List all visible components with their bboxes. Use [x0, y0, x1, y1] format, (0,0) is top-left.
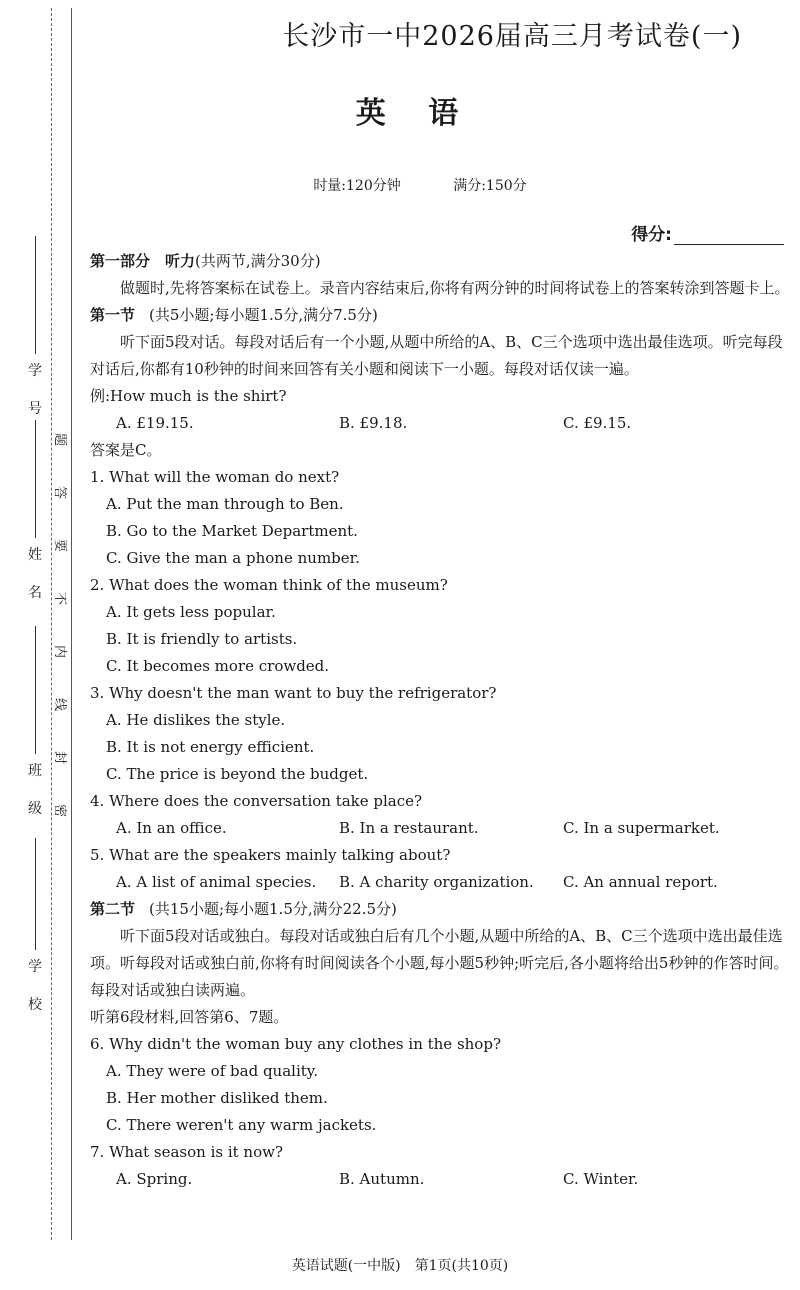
- subject-title: 英 语: [355, 96, 475, 131]
- q1-option-c: C. Give the man a phone number.: [106, 549, 360, 567]
- exam-content: [90, 248, 790, 1193]
- name-field[interactable]: 姓 名: [18, 420, 52, 604]
- q1-option-a: A. Put the man through to Ben.: [106, 495, 344, 513]
- q2-option-a: A. It gets less popular.: [106, 603, 276, 621]
- score-blank[interactable]: [674, 228, 784, 245]
- question-5: 5. What are the speakers mainly talking about?: [90, 846, 451, 864]
- part1-heading: 第一部分 听力(共两节,满分30分): [90, 252, 321, 270]
- school-field[interactable]: 学 校: [18, 838, 52, 1016]
- q5-options: A. A list of animal species. B. A charity organization. C. An annual report.: [116, 873, 718, 891]
- section1-instructions: 听下面5段对话。每段对话后有一个小题,从题中所给的A、B、C三个选项中选出最佳选项。听完每段对话后,你都有10秒钟的时间来回答有关小题和阅读下一小题。每段对话仅读一遍。: [90, 333, 783, 378]
- question-7: 7. What season is it now?: [90, 1143, 284, 1161]
- time-limit: 时量:120分钟: [313, 178, 401, 194]
- question-6: 6. Why didn't the woman buy any clothes in the shop?: [90, 1035, 501, 1053]
- q6-option-c: C. There weren't any warm jackets.: [106, 1116, 377, 1134]
- q3-option-c: C. The price is beyond the budget.: [106, 765, 369, 783]
- q2-option-c: C. It becomes more crowded.: [106, 657, 330, 675]
- q4-options: A. In an office. B. In a restaurant. C. In a supermarket.: [116, 819, 720, 837]
- class-field[interactable]: 班 级: [18, 626, 52, 820]
- student-id-field[interactable]: 学 号: [18, 236, 52, 420]
- question-1: 1. What will the woman do next?: [90, 468, 340, 486]
- question-3: 3. Why doesn't the man want to buy the refrigerator?: [90, 684, 497, 702]
- q3-option-b: B. It is not energy efficient.: [106, 738, 315, 756]
- q7-options: A. Spring. B. Autumn. C. Winter.: [116, 1170, 639, 1188]
- q1-option-b: B. Go to the Market Department.: [106, 522, 358, 540]
- section1-heading: 第一节 (共5小题;每小题1.5分,满分7.5分): [90, 306, 378, 324]
- q6-option-b: B. Her mother disliked them.: [106, 1089, 328, 1107]
- q3-option-a: A. He dislikes the style.: [106, 711, 286, 729]
- example-options: A. £19.15. B. £9.18. C. £9.15.: [116, 414, 632, 432]
- example-question: 例:How much is the shirt?: [90, 387, 287, 405]
- q6-option-a: A. They were of bad quality.: [106, 1062, 319, 1080]
- exam-meta: [0, 175, 800, 195]
- question-4: 4. Where does the conversation take place?: [90, 792, 423, 810]
- material-note: 听第6段材料,回答第6、7题。: [90, 1008, 289, 1026]
- exam-title: 长沙市一中2026届高三月考试卷(一): [282, 21, 742, 52]
- example-answer: 答案是C。: [90, 441, 162, 459]
- seal-line-notice: 题 答 要 不 内 线 封 密: [52, 432, 68, 818]
- q2-option-b: B. It is friendly to artists.: [106, 630, 298, 648]
- section2-instructions: 听下面5段对话或独白。每段对话或独白后有几个小题,从题中所给的A、B、C三个选项中选出最佳选项。听每段对话或独白前,你将有时间阅读各个小题,每小题5秒钟;听完后,各小题将给出5秒钟的作答时间。每段对话或独白读两遍。: [90, 927, 789, 999]
- full-score: 满分:150分: [453, 178, 527, 194]
- part1-instructions: 做题时,先将答案标在试卷上。录音内容结束后,你将有两分钟的时间将试卷上的答案转涂到答题卡上。: [120, 279, 790, 297]
- score-field[interactable]: 得分:: [631, 220, 784, 245]
- question-2: 2. What does the woman think of the museum?: [90, 576, 448, 594]
- section2-heading: 第二节 (共15小题;每小题1.5分,满分22.5分): [90, 900, 397, 918]
- page-footer: 英语试题(一中版) 第1页(共10页): [291, 1258, 509, 1274]
